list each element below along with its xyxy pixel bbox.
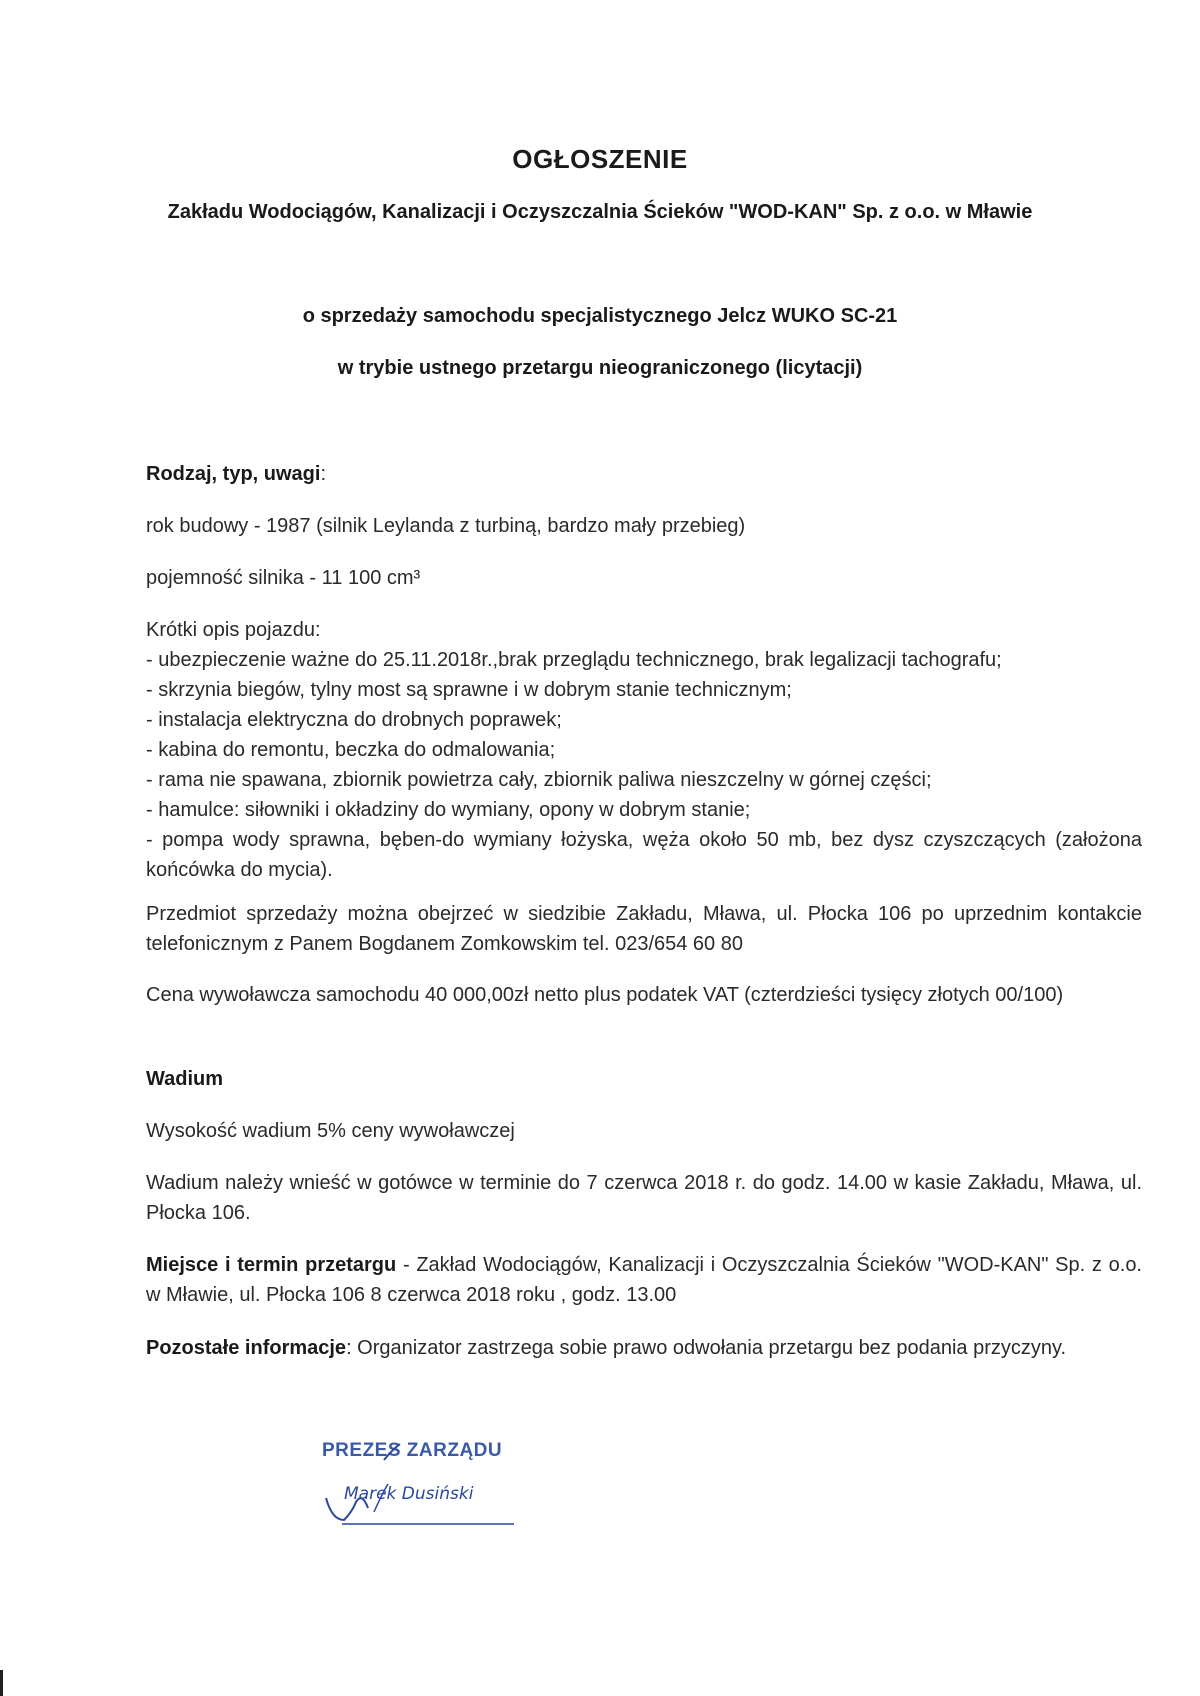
stamp-title: PREZES ZARZĄDU <box>322 1440 503 1461</box>
list-item: - skrzynia biegów, tylny most są sprawne i w dobrym stanie technicznym; <box>146 679 792 701</box>
tender-label: Miejsce i termin przetargu <box>146 1254 397 1276</box>
list-item: - pompa wody sprawna, bęben-do wymiany łożyska, węża około 50 mb, bez dysz czyszczących (założona końcówka do mycia). <box>146 829 1142 881</box>
list-item: - kabina do remontu, beczka do odmalowania; <box>146 739 556 761</box>
build-year: rok budowy - 1987 (silnik Leylanda z turbiną, bardzo mały przebieg) <box>146 515 746 537</box>
stamp-name: Marek Dusiński <box>344 1484 474 1504</box>
other-info-label: Pozostałe informacje <box>146 1337 347 1359</box>
organization-name: Zakładu Wodociągów, Kanalizacji i Oczyszczalnia Ścieków "WOD-KAN" Sp. z o.o. w Mławie <box>167 201 1033 223</box>
other-info <box>146 1333 1142 1363</box>
signature-stamp <box>322 1440 542 1530</box>
other-info-text: : Organizator zastrzega sobie prawo odwołania przetargu bez podania przyczyny. <box>346 1337 1067 1359</box>
list-item: - hamulce: siłowniki i okładziny do wymiany, opony w dobrym stanie; <box>146 799 751 821</box>
subject-line-2: w trybie ustnego przetargu nieograniczonego (licytacji) <box>337 357 863 379</box>
tender-place-date <box>146 1250 1142 1310</box>
tender-details: - Zakład Wodociągów, Kanalizacji i Oczyszczalnia Ścieków "WOD-KAN" Sp. z o.o. w Mławie, ul. Płocka 106 8 czerwca 2018 roku , godz. 13.00 <box>146 1254 1142 1306</box>
subject-line-1: o sprzedaży samochodu specjalistycznego Jelcz WUKO SC-21 <box>302 305 898 327</box>
details-heading-label: Rodzaj, typ, uwagi <box>146 463 321 485</box>
document-title: OGŁOSZENIE <box>512 144 688 174</box>
scan-edge-mark <box>0 1670 3 1696</box>
details-heading <box>146 459 1142 489</box>
list-item: - instalacja elektryczna do drobnych poprawek; <box>146 709 562 731</box>
vehicle-description <box>146 615 1142 885</box>
details-heading-colon: : <box>320 463 327 485</box>
list-item: - rama nie spawana, zbiornik powietrza cały, zbiornik paliwa nieszczelny w górnej części; <box>146 769 932 791</box>
deposit-amount: Wysokość wadium 5% ceny wywoławczej <box>146 1120 515 1142</box>
engine-capacity: pojemność silnika - 11 100 cm³ <box>146 567 421 589</box>
starting-price: Cena wywoławcza samochodu 40 000,00zł netto plus podatek VAT (czterdzieści tysięcy złotych 00/100) <box>146 984 1064 1006</box>
deposit-payment: Wadium należy wnieść w gotówce w terminie do 7 czerwca 2018 r. do godz. 14.00 w kasie Zakładu, Mława, ul. Płocka 106. <box>146 1172 1142 1224</box>
signature-scribble <box>322 1440 542 1530</box>
deposit-heading: Wadium <box>146 1068 224 1090</box>
description-list <box>146 645 1142 885</box>
viewing-info: Przedmiot sprzedaży można obejrzeć w siedzibie Zakładu, Mława, ul. Płocka 106 po uprzednim kontakcie telefonicznym z Panem Bogdanem Zomkowskim tel. 023/654 60 80 <box>146 903 1142 955</box>
description-label: Krótki opis pojazdu: <box>146 619 321 641</box>
list-item: - ubezpieczenie ważne do 25.11.2018r.,brak przeglądu technicznego, brak legalizacji tachografu; <box>146 649 1002 671</box>
